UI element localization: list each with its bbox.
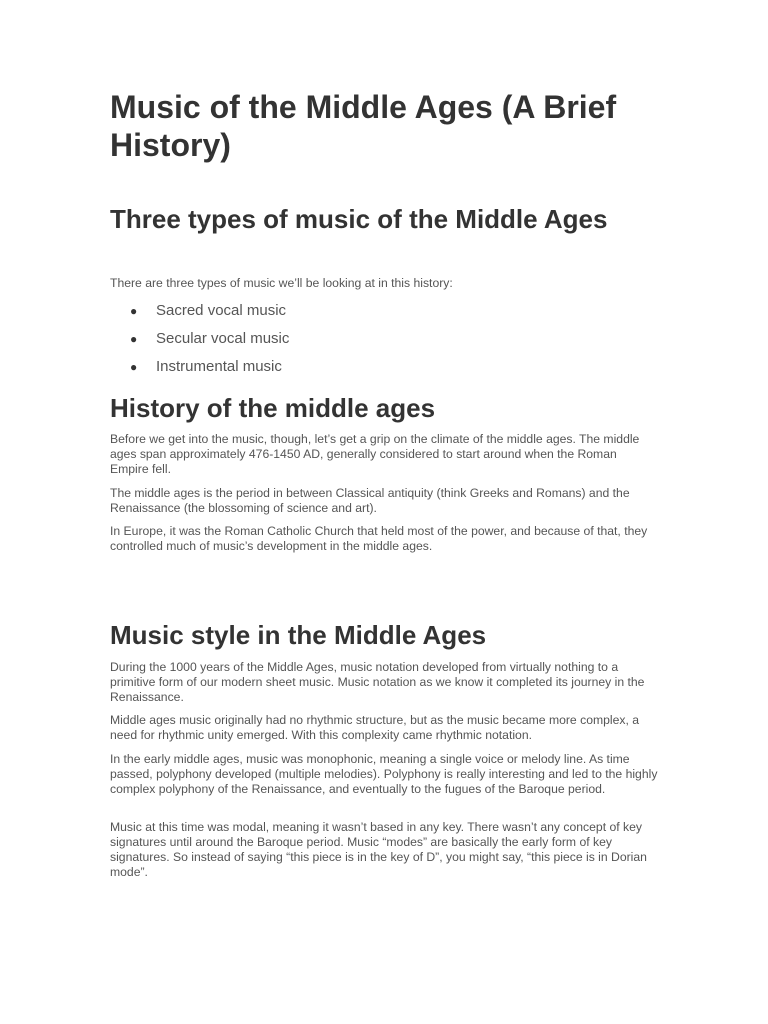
history-paragraph-3: In Europe, it was the Roman Catholic Church that held most of the power, and because of that, they controlled much of music’s development in the middle ages. — [110, 524, 648, 553]
list-item: ● Secular vocal music — [130, 325, 289, 353]
history-paragraph-2: The middle ages is the period in between Classical antiquity (think Greeks and Romans) and the Renaissance (the blossoming of science and art). — [110, 486, 630, 515]
types-list — [130, 297, 289, 381]
section-heading-history: History of the middle ages — [110, 393, 436, 423]
section-heading-style: Music style in the Middle Ages — [110, 620, 487, 650]
section-heading-types: Three types of music of the Middle Ages — [110, 204, 608, 234]
style-paragraph-1: During the 1000 years of the Middle Ages, music notation developed from virtually nothing to a primitive form of our modern sheet music. Music notation as we know it completed its journey in the Renaissance. — [110, 660, 645, 704]
style-paragraph-4: Music at this time was modal, meaning it wasn’t based in any key. There wasn’t any concept of key signatures until around the Baroque period. Music “modes” are basically the early form of key signatures. So instead of saying “this piece is in the key of D”, you might say, “this piece is in Dorian mode”. — [110, 820, 647, 879]
page-title: Music of the Middle Ages (A Brief History) — [110, 89, 617, 163]
bullet-icon: ● — [130, 332, 138, 346]
history-paragraph-1: Before we get into the music, though, let’s get a grip on the climate of the middle ages. The middle ages span approximately 476-1450 AD, generally considered to start around when the Roman Empire fell. — [110, 432, 640, 476]
types-intro: There are three types of music we’ll be looking at in this history: — [110, 276, 453, 290]
bullet-icon: ● — [130, 360, 138, 374]
style-paragraph-3: In the early middle ages, music was monophonic, meaning a single voice or melody line. As time passed, polyphony developed (multiple melodies). Polyphony is really interesting and led to the highly complex polyphony of the Renaissance, and eventually to the fugues of the Baroque period. — [110, 752, 658, 796]
list-item: ● Sacred vocal music — [130, 297, 289, 325]
list-item: ● Instrumental music — [130, 353, 289, 381]
bullet-icon: ● — [130, 304, 138, 318]
style-paragraph-2: Middle ages music originally had no rhythmic structure, but as the music became more complex, a need for rhythmic unity emerged. With this complexity came rhythmic notation. — [110, 713, 640, 742]
